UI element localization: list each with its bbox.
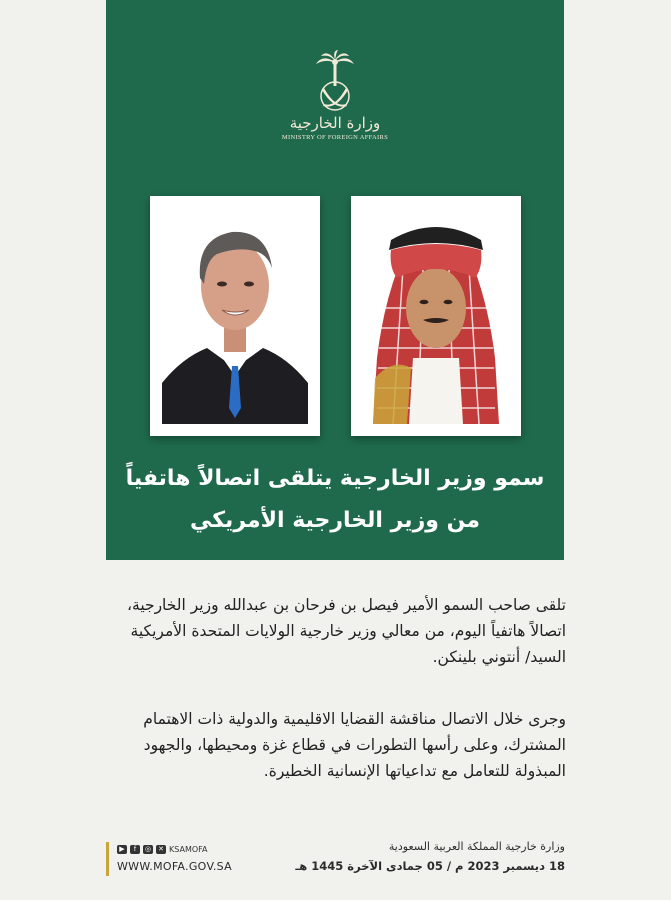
logo-english-text: MINISTRY OF FOREIGN AFFAIRS <box>281 134 389 141</box>
body-paragraph-2: وجرى خلال الاتصال مناقشة القضايا الاقليمية والدولية ذات الاهتمام المشترك، وعلى رأسها التطورات في قطاع غزة ومحيطها، والجهود المبذولة للتعامل مع تداعياتها الإنسانية الخطيرة. <box>143 710 566 780</box>
publish-date: 18 ديسمبر 2023 م / 05 جمادى الآخرة 1445 هـ <box>295 859 565 873</box>
ministry-footer <box>295 838 565 876</box>
emblem-icon <box>312 50 358 112</box>
website-link[interactable]: WWW.MOFA.GOV.SA <box>117 860 232 873</box>
youtube-icon[interactable]: ▶ <box>117 845 127 854</box>
instagram-icon[interactable]: ◎ <box>144 844 152 853</box>
body-paragraph-1: تلقى صاحب السمو الأمير فيصل بن فرحان بن عبدالله وزير الخارجية، اتصالاً هاتفياً اليوم، من معالي وزير خارجية الولايات المتحدة الأمريكية السيد/ أنتوني بلينكن. <box>127 596 566 666</box>
ministry-logo <box>106 50 564 141</box>
portrait-right <box>351 196 521 436</box>
headline-line-2: من وزير الخارجية الأمريكي <box>190 508 480 533</box>
social-handle: KSAMOFA <box>169 844 208 854</box>
ministry-name: وزارة خارجية المملكة العربية السعودية <box>388 840 565 853</box>
headline-line-1: سمو وزير الخارجية يتلقى اتصالاً هاتفياً <box>125 466 545 491</box>
headline <box>106 458 564 542</box>
logo-arabic-text: وزارة الخارجية <box>289 114 381 132</box>
x-icon[interactable]: ✕ <box>156 845 166 854</box>
social-links <box>117 842 232 856</box>
portrait-left <box>150 196 320 436</box>
header-panel <box>106 0 564 560</box>
social-footer <box>106 842 232 876</box>
portrait-faisal-image <box>363 208 509 424</box>
facebook-icon[interactable]: f <box>130 845 140 854</box>
portrait-blinken-image <box>162 208 308 424</box>
